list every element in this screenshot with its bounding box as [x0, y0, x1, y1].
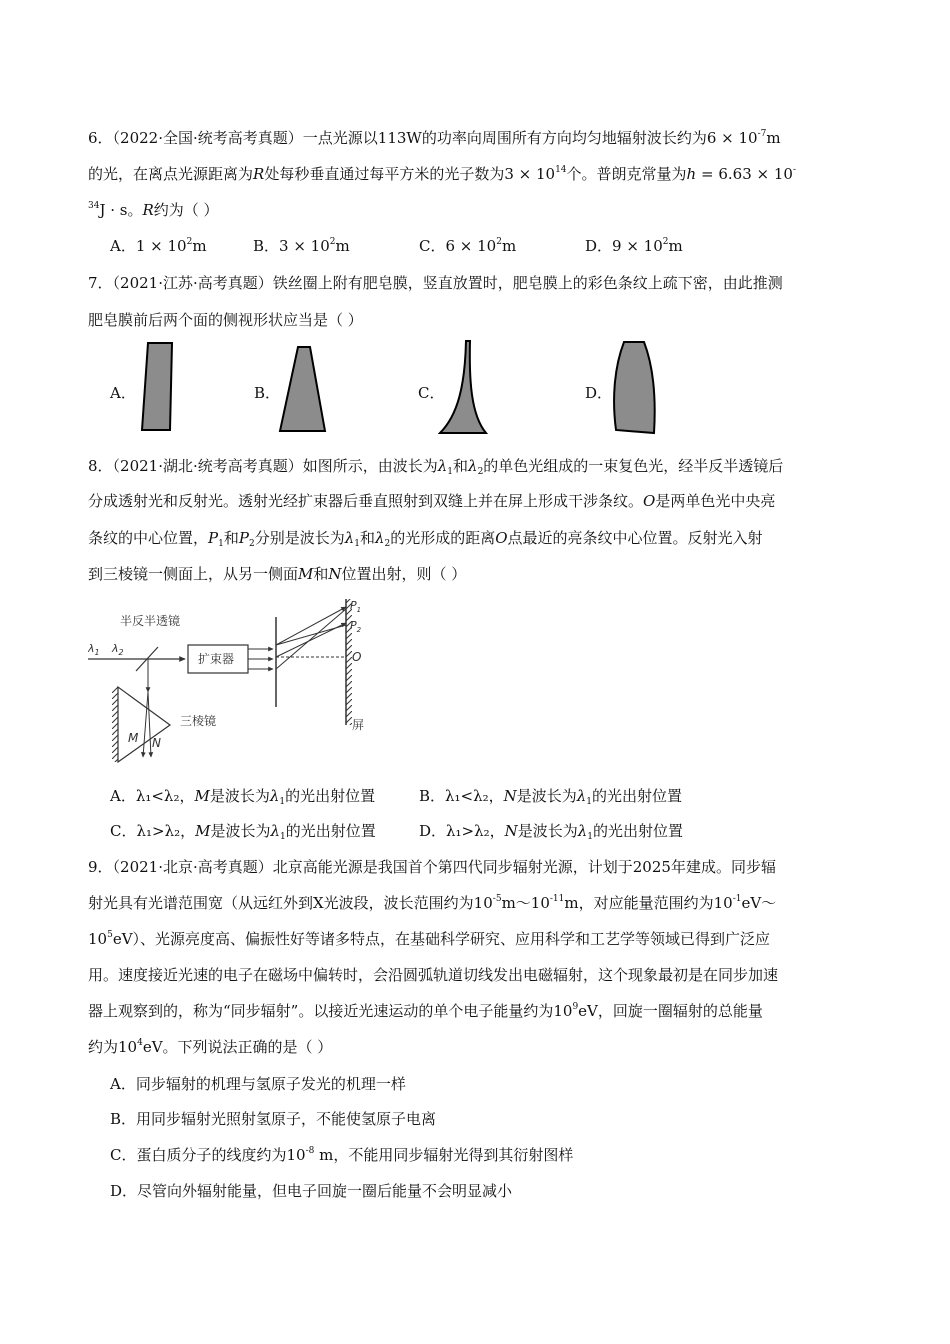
- q9-line-3: [88, 928, 870, 950]
- q8-text: 和: [453, 457, 469, 475]
- option-subscript: 1: [279, 797, 286, 807]
- option-label: A．: [110, 237, 136, 255]
- q6-var-r: R: [142, 201, 154, 219]
- q7-option-c[interactable]: C．: [418, 384, 445, 402]
- option-exponent: 2: [496, 237, 502, 247]
- q8-subscript: 2: [477, 467, 484, 477]
- q7-option-b[interactable]: B．: [254, 384, 281, 402]
- option-label: D．: [585, 237, 613, 255]
- option-lambda: λ: [269, 787, 280, 805]
- screen-label: 屏: [352, 718, 365, 732]
- option-relation: λ₁>λ₂，: [136, 822, 196, 840]
- option-lambda: λ: [577, 822, 588, 840]
- q8-text: 的单色光组成的一束复色光，经半反半透镜后: [483, 457, 784, 475]
- option-text: 的光出射位置: [285, 822, 376, 840]
- q8-optics-diagram: [88, 597, 388, 767]
- option-relation: λ₁>λ₂，: [446, 822, 505, 840]
- q9-option-d[interactable]: D．尽管向外辐射能量，但电子回旋一圈后能量不会明显减小: [110, 1182, 513, 1200]
- option-text: 是波长为: [209, 787, 270, 805]
- q6-number: 6．: [88, 129, 113, 147]
- q9-exponent: 5: [107, 930, 113, 940]
- q8-text: 如图所示，由波长为: [302, 457, 438, 475]
- q8-text: 和: [359, 529, 375, 547]
- q8-text: 位置出射，则（ ）: [341, 565, 467, 583]
- q6-text: 3 × 10: [504, 165, 556, 183]
- option-position: N: [503, 787, 517, 805]
- option-text: 是波长为: [210, 822, 271, 840]
- q9-text: eV。下列说法正确的是（ ）: [142, 1038, 333, 1056]
- prism: [118, 687, 170, 762]
- q8-var-p: P: [208, 529, 219, 547]
- q6-text: 的光，在离点光源距离为: [88, 165, 254, 183]
- q8-text: 和: [313, 565, 329, 583]
- q9-text: m～10: [501, 894, 550, 912]
- q6-text: 个。普朗克常量为: [566, 165, 687, 183]
- q6-var-r: R: [253, 165, 265, 183]
- q8-var-m: M: [298, 565, 314, 583]
- q6-text: 处每秒垂直通过每平方米的光子数为: [264, 165, 505, 183]
- option-text: 的光出射位置: [593, 822, 684, 840]
- q9-text: 射光具有光谱范围宽（从远红外到X光波段，波长范围约为10: [88, 894, 493, 912]
- option-label: B．: [253, 237, 280, 255]
- q7-text: 铁丝圈上附有肥皂膜，竖直放置时，肥皂膜上的彩色条纹上疏下密，由此推测: [272, 274, 783, 292]
- q6-text: 的功率向周围所有方向均匀地辐射波长约为: [421, 129, 707, 147]
- q9-text: 用。速度接近光速的电子在磁场中偏转时，会沿圆弧轨道切线发出电磁辐射，这个现象最初是在同步加速: [88, 966, 779, 984]
- q8-subscript: 1: [218, 539, 224, 549]
- option-relation: λ₁<λ₂，: [135, 787, 195, 805]
- q8-subscript: 2: [248, 539, 255, 549]
- q7-line-2: [88, 309, 870, 331]
- q8-text: 到三棱镜一侧面上，从另一侧面: [88, 565, 299, 583]
- q8-lambda: λ: [468, 457, 478, 475]
- q9-option-b[interactable]: B．用同步辐射光照射氢原子，不能使氢原子电离: [110, 1110, 437, 1128]
- q8-text: 条纹的中心位置，: [88, 529, 209, 547]
- q8-text: 分成透射光和反射光。透射光经扩束器后垂直照射到双缝上并在屏上形成干涉条纹。: [88, 492, 644, 510]
- option-text: 的光出射位置: [592, 787, 683, 805]
- option-subscript: 1: [279, 832, 286, 842]
- q6-option-d[interactable]: [585, 235, 683, 257]
- q8-lambda: λ: [374, 529, 385, 547]
- q6-text: m: [766, 129, 781, 147]
- q9-line-5: [88, 1000, 870, 1022]
- lambda2-label: $\lambda_2$: [112, 642, 124, 657]
- q8-line-3: [88, 527, 870, 549]
- q8-subscript: 1: [354, 539, 360, 549]
- q9-line-1: [88, 856, 870, 878]
- option-unit: m: [668, 237, 683, 255]
- p1-label: $P_1$: [350, 599, 362, 614]
- p2-label: $P_2$: [350, 619, 362, 634]
- option-lambda: λ: [576, 787, 587, 805]
- q7-film-shape-d: [608, 340, 658, 435]
- q8-source: （2021·湖北·统考高考真题）: [112, 457, 303, 475]
- q6-var-h: h: [686, 165, 697, 183]
- q6-line-3: [88, 199, 870, 221]
- q6-line-2: [88, 163, 870, 185]
- option-text: 的光出射位置: [285, 787, 376, 805]
- q8-var-o: O: [643, 492, 656, 510]
- q6-exponent: 34: [88, 201, 100, 211]
- q7-text: 肥皂膜前后两个面的侧视形状应当是（ ）: [88, 311, 363, 329]
- option-unit: m: [335, 237, 350, 255]
- q7-option-a[interactable]: A．: [110, 384, 136, 402]
- q8-line-2: [88, 490, 870, 512]
- q6-text: 约为（ ）: [153, 201, 219, 219]
- q8-var-p: P: [238, 529, 249, 547]
- q9-text: 器上观察到的，称为“同步辐射”。以接近光速运动的单个电子能量约为10: [88, 1002, 573, 1020]
- q8-lambda: λ: [437, 457, 448, 475]
- q8-line-4: [88, 563, 870, 585]
- q6-text: 113W: [377, 129, 422, 147]
- option-label: C．: [419, 237, 446, 255]
- q9-source: （2021·北京·高考真题）: [112, 858, 273, 876]
- half-mirror-label: 半反半透镜: [120, 614, 181, 628]
- option-text: m，不能用同步辐射光得到其衍射图样: [314, 1146, 574, 1164]
- o-label: O: [352, 650, 362, 664]
- option-value: 3 × 10: [279, 237, 330, 255]
- q7-film-shape-a: [140, 342, 180, 432]
- q9-text: m，对应能量范围约为10: [564, 894, 733, 912]
- q6-option-b[interactable]: [253, 235, 350, 257]
- q9-text: 北京高能光源是我国首个第四代同步辐射光源，计划于2025年建成。同步辐: [272, 858, 776, 876]
- option-label: A．: [110, 787, 136, 805]
- beam-expander-label: 扩束器: [198, 652, 235, 666]
- option-label: D．: [419, 822, 447, 840]
- option-subscript: 1: [587, 832, 594, 842]
- q9-line-4: [88, 964, 870, 986]
- q6-exponent: 14: [555, 165, 567, 175]
- option-exponent: -8: [305, 1146, 315, 1156]
- option-position: M: [194, 787, 210, 805]
- q6-text: 一点光源以: [302, 129, 378, 147]
- q9-text: eV～: [741, 894, 777, 912]
- q6-exponent: -7: [757, 129, 767, 139]
- q7-source: （2021·江苏·高考真题）: [112, 274, 273, 292]
- q9-line-2: [88, 892, 870, 914]
- option-value: 9 × 10: [612, 237, 663, 255]
- q8-option-a[interactable]: [110, 785, 375, 807]
- option-lambda: λ: [270, 822, 280, 840]
- q6-text: = 6.63 × 10: [701, 165, 793, 183]
- q8-text: 点最近的亮条纹中心位置。反射光入射: [507, 529, 763, 547]
- q7-film-shape-b: [278, 345, 328, 433]
- option-unit: m: [192, 237, 207, 255]
- q8-text: 的光形成的距离: [390, 529, 496, 547]
- q9-option-c[interactable]: [110, 1144, 870, 1166]
- option-position: M: [195, 822, 211, 840]
- q6-source: （2022·全国·统考高考真题）: [112, 129, 303, 147]
- option-relation: λ₁<λ₂，: [445, 787, 504, 805]
- n-label: N: [152, 736, 161, 750]
- prism-label: 三棱镜: [180, 714, 217, 728]
- option-exponent: 2: [329, 237, 336, 247]
- q9-line-6: [88, 1036, 870, 1058]
- option-text: 是波长为: [516, 787, 577, 805]
- q8-subscript: 2: [384, 539, 391, 549]
- q8-text: 是两单色光中央亮: [655, 492, 776, 510]
- q8-line-1: [88, 455, 870, 477]
- q9-exponent: -11: [549, 894, 565, 904]
- q8-subscript: 1: [447, 467, 454, 477]
- q7-option-d[interactable]: D．: [585, 384, 613, 402]
- q9-exponent: 9: [572, 1002, 579, 1012]
- option-text: 是波长为: [517, 822, 578, 840]
- q8-option-d[interactable]: [419, 820, 683, 842]
- q8-option-b[interactable]: [419, 785, 682, 807]
- q7-film-shape-c: [438, 340, 488, 435]
- option-unit: m: [501, 237, 517, 255]
- q9-exponent: 4: [137, 1038, 143, 1048]
- q9-text: eV，回旋一圈辐射的总能量: [578, 1002, 763, 1020]
- q9-option-a[interactable]: A．同步辐射的机理与氢原子发光的机理一样: [110, 1075, 406, 1093]
- q9-text: 10: [88, 930, 108, 948]
- q6-text: J · s。: [99, 201, 143, 219]
- q9-text: eV）、光源亮度高、偏振性好等诸多特点，在基础科学研究、应用科学和工艺学等领域已得到广泛应: [112, 930, 771, 948]
- q8-text: 分别是波长为: [254, 529, 345, 547]
- option-position: N: [504, 822, 518, 840]
- q8-var-n: N: [328, 565, 342, 583]
- option-label: C．: [110, 822, 137, 840]
- q8-lambda: λ: [344, 529, 355, 547]
- q7-line-1: [88, 272, 870, 294]
- q6-line-1: [88, 127, 870, 149]
- q6-exponent: -: [792, 165, 796, 175]
- option-exponent: 2: [186, 237, 193, 247]
- q8-option-c[interactable]: [110, 820, 376, 842]
- option-subscript: 1: [586, 797, 593, 807]
- q9-number: 9．: [88, 858, 113, 876]
- lambda1-label: $\lambda_1$: [88, 642, 100, 657]
- option-label: B．: [419, 787, 446, 805]
- q8-text: 和: [223, 529, 239, 547]
- q6-text: 6 × 10: [706, 129, 758, 147]
- m-label: M: [128, 731, 139, 745]
- q9-exponent: -1: [732, 894, 742, 904]
- option-value: 1 × 10: [135, 237, 187, 255]
- q9-text: 约为10: [88, 1038, 138, 1056]
- q9-exponent: -5: [492, 894, 502, 904]
- option-exponent: 2: [662, 237, 669, 247]
- q8-number: 8．: [88, 457, 113, 475]
- option-text: C．蛋白质分子的线度约为10: [110, 1146, 306, 1164]
- q7-number: 7．: [88, 274, 113, 292]
- q6-option-c[interactable]: [419, 235, 516, 257]
- q6-option-a[interactable]: [110, 235, 207, 257]
- q8-var-o: O: [495, 529, 508, 547]
- option-value: 6 × 10: [445, 237, 497, 255]
